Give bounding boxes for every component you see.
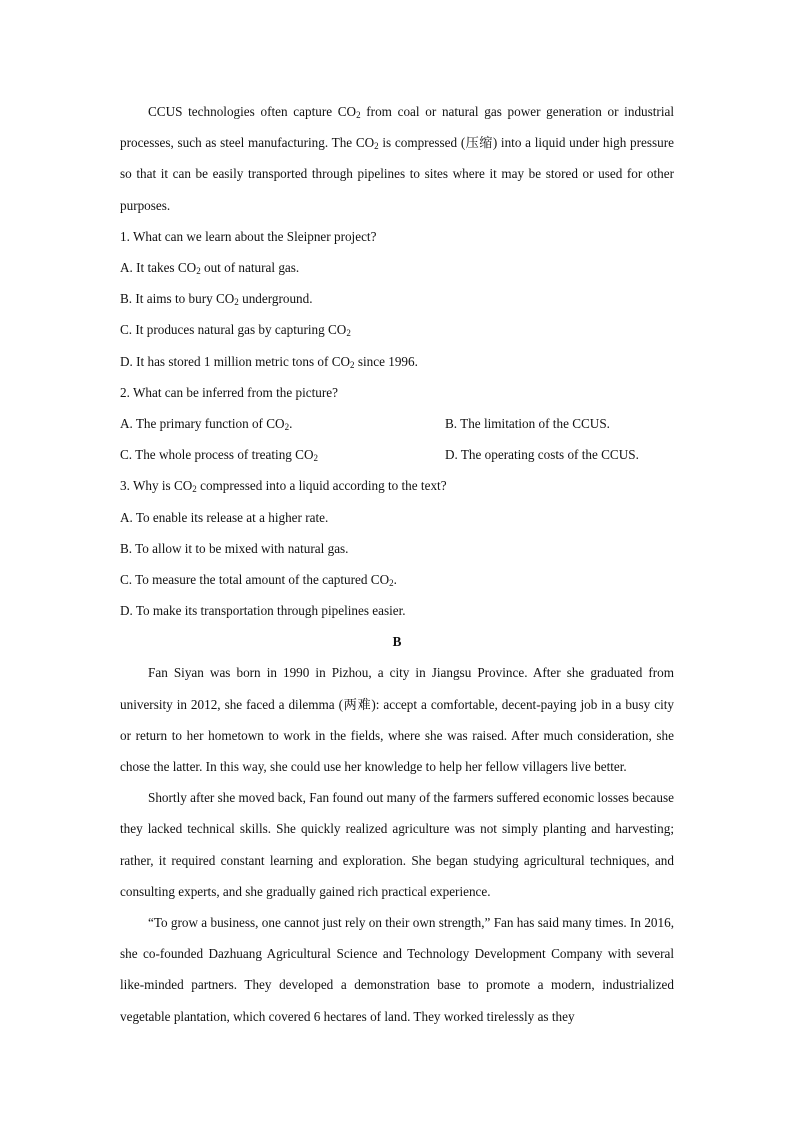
question-2-option-b[interactable]: B. The limitation of the CCUS.: [445, 415, 610, 431]
option-text: C. To measure the total amount of the captured CO: [120, 571, 390, 587]
option-text: since 1996.: [354, 353, 418, 369]
text-run: CCUS technologies often capture CO: [148, 104, 357, 119]
subscript: 2: [346, 328, 351, 339]
subscript: 2: [234, 297, 239, 308]
question-2-option-d[interactable]: D. The operating costs of the CCUS.: [445, 447, 639, 463]
passage-b-paragraph-2: Shortly after she moved back, Fan found out many of the farmers suffered economic losses because they lacked technical skills. She quickly realized agriculture was not simply planting and harvesting; rather, it required constant learning and exploration. She began studying agricultural techniques, and consulting experts, and she gradually gained rich practical experience.: [120, 790, 674, 899]
subscript: 2: [350, 359, 355, 370]
option-text: A. The primary function of CO: [120, 415, 285, 431]
option-text: .: [289, 415, 293, 431]
question-1-option-b[interactable]: [120, 283, 674, 314]
passage-b-paragraph-3: “To grow a business, one cannot just rely on their own strength,” Fan has said many times. In 2016, she co-founded Dazhuang Agricultural Science and Technology Development Company with several like-minded partners. They developed a demonstration base to promote a modern, industrialized vegetable plantation, which covered 6 hectares of land. They worked tirelessly as they: [120, 915, 674, 1024]
question-3-option-a[interactable]: A. To enable its release at a higher rate.: [120, 509, 329, 525]
passage-b-paragraph-1: Fan Siyan was born in 1990 in Pizhou, a city in Jiangsu Province. After she graduated from university in 2012, she faced a dilemma (两难): accept a comfortable, decent-paying job in a busy city or return to her hometown to work in the fields, where she was raised. After much consideration, she chose the latter. In this way, she could use her knowledge to help her fellow villagers live better.: [120, 665, 674, 775]
question-2-option-a[interactable]: [120, 408, 445, 439]
page-content: [120, 96, 674, 1032]
option-text: C. It produces natural gas by capturing CO: [120, 322, 347, 338]
subscript: 2: [356, 110, 361, 120]
option-text: underground.: [238, 291, 313, 307]
question-1-option-d[interactable]: [120, 346, 674, 377]
subscript: 2: [192, 484, 197, 495]
question-3-option-c[interactable]: [120, 564, 674, 595]
question-3-option-d[interactable]: D. To make its transportation through pipelines easier.: [120, 603, 406, 619]
subscript: 2: [196, 266, 201, 276]
question-1-option-a[interactable]: [120, 252, 674, 283]
option-text: C. The whole process of treating CO: [120, 447, 314, 463]
text-run: is compressed (压缩) into a liquid under high pressure so that it can be easily transported through pipelines to sites where it may be stored or used for other purposes.: [120, 135, 675, 213]
question-1-option-c[interactable]: [120, 314, 674, 345]
question-2-options-row-1: [120, 408, 674, 439]
question-2-option-c[interactable]: [120, 439, 445, 470]
stem-text: compressed into a liquid according to the text?: [196, 478, 447, 494]
option-text: D. It has stored 1 million metric tons of CO: [120, 353, 351, 369]
question-1-stem: 1. What can we learn about the Sleipner project?: [120, 228, 377, 244]
subscript: 2: [389, 577, 394, 588]
passage-a-paragraph: [120, 96, 674, 221]
subscript: 2: [374, 141, 379, 152]
text-run: from coal or natural gas power generation or industrial processes, such as steel manufacturing. The CO: [120, 104, 674, 151]
subscript: 2: [284, 421, 290, 432]
question-3-option-b[interactable]: B. To allow it to be mixed with natural gas.: [120, 540, 349, 556]
stem-text: 3. Why is CO: [120, 478, 193, 494]
question-2-options-row-2: [120, 439, 674, 470]
option-text: B. It aims to bury CO: [120, 291, 235, 307]
subscript: 2: [313, 453, 318, 464]
section-heading: B: [392, 634, 402, 650]
option-text: out of natural gas.: [200, 260, 300, 275]
option-text: A. It takes CO: [120, 260, 197, 275]
option-text: .: [393, 571, 397, 587]
question-2-stem: 2. What can be inferred from the picture?: [120, 384, 338, 400]
question-3-stem: [120, 470, 674, 501]
